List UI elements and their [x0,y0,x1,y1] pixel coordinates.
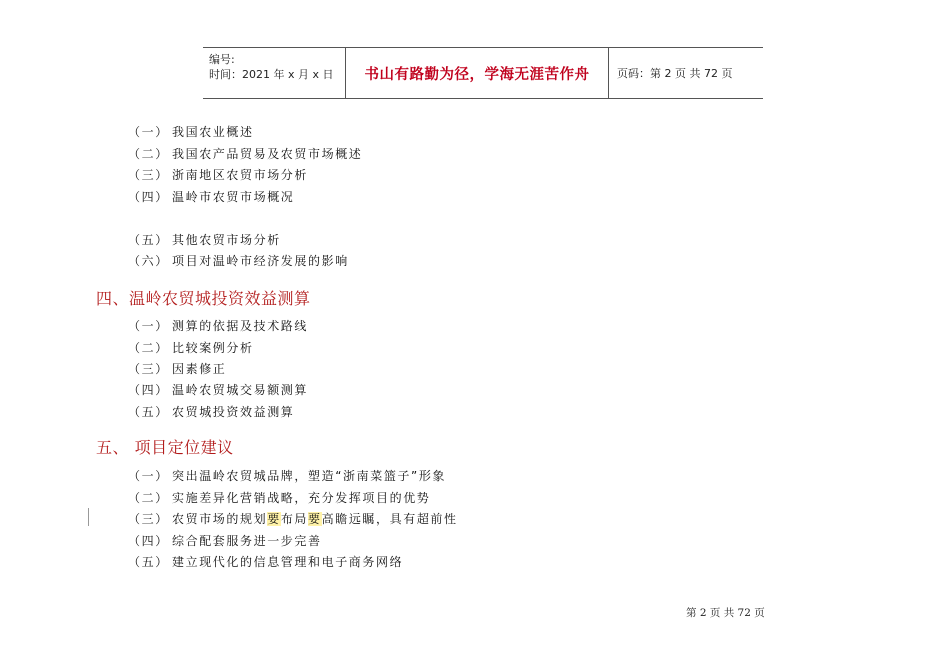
page-header [203,47,763,99]
toc-item: （五） 建立现代化的信息管理和电子商务网络 [128,555,404,569]
toc-item: （六） 项目对温岭市经济发展的影响 [128,254,349,268]
page-footer: 第 2 页 共 72 页 [686,607,765,619]
toc-item: （一） 测算的依据及技术路线 [128,319,309,333]
toc-item: （二） 比较案例分析 [128,341,254,355]
toc-item: （二） 我国农产品贸易及农贸市场概述 [128,147,363,161]
header-meta [203,48,346,98]
motto: 书山有路勤为径，学海无涯苦作舟 [364,66,590,83]
toc-item: （一） 突出温岭农贸城品牌，塑造“浙南菜篮子”形象 [128,469,447,483]
toc-item: （二） 实施差异化营销战略，充分发挥项目的优势 [128,491,431,505]
section-heading: 五、 项目定位建议 [96,438,234,457]
header-motto-cell [346,48,609,98]
page-code: 页码：第 2 页 共 72 页 [617,67,733,80]
highlighted-word: 要 [308,512,322,526]
toc-item: （四） 综合配套服务进一步完善 [128,534,322,548]
section-heading: 四、温岭农贸城投资效益测算 [96,289,311,308]
highlighted-word: 要 [267,512,281,526]
time-label: 时间：2021 年 x 月 x 日 [209,68,334,81]
toc-item: （五） 其他农贸市场分析 [128,233,281,247]
toc-item: （四） 温岭农贸城交易额测算 [128,383,309,397]
toc-item: （五） 农贸城投资效益测算 [128,405,295,419]
margin-mark [88,508,89,526]
toc-item: （四） 温岭市农贸市场概况 [128,190,295,204]
header-page-cell [609,48,763,98]
number-label: 编号: [209,53,235,66]
toc-item: （三） 农贸市场的规划要布局要高瞻远瞩，具有超前性 [128,512,458,526]
toc-item: （一） 我国农业概述 [128,125,254,139]
toc-item: （三） 因素修正 [128,362,227,376]
toc-item: （三） 浙南地区农贸市场分析 [128,168,309,182]
